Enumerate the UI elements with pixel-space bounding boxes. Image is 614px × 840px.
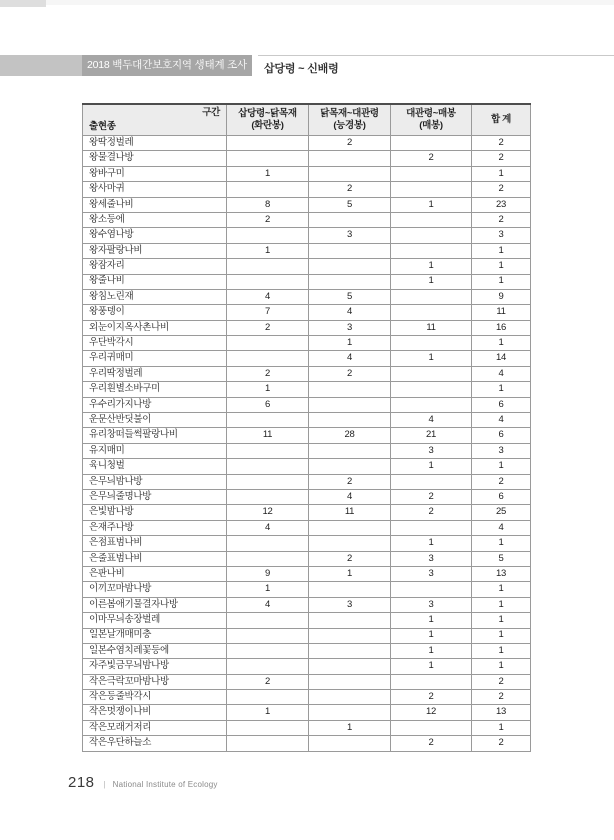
table-row — [83, 351, 531, 366]
column-header-2 — [309, 104, 391, 136]
count-cell-section2 — [309, 659, 391, 674]
count-cell-section3: 2 — [391, 151, 472, 166]
species-name-cell: 은점표범나비 — [83, 536, 227, 551]
count-cell-section3: 3 — [391, 551, 472, 566]
count-cell-section2 — [309, 520, 391, 535]
species-name-cell: 이끼꼬마밤나방 — [83, 582, 227, 597]
table-row — [83, 166, 531, 181]
count-cell-total: 1 — [472, 643, 531, 658]
count-cell-section3: 2 — [391, 489, 472, 504]
count-cell-section2: 3 — [309, 320, 391, 335]
count-cell-section1 — [227, 136, 309, 151]
count-cell-section2 — [309, 705, 391, 720]
count-cell-section2 — [309, 166, 391, 181]
count-cell-section2: 2 — [309, 474, 391, 489]
count-cell-section1: 8 — [227, 197, 309, 212]
table-row — [83, 582, 531, 597]
count-cell-section1: 4 — [227, 597, 309, 612]
count-cell-section3: 1 — [391, 628, 472, 643]
table-row — [83, 597, 531, 612]
count-cell-section2 — [309, 582, 391, 597]
count-cell-section1 — [227, 413, 309, 428]
count-cell-section2 — [309, 690, 391, 705]
count-cell-section1 — [227, 643, 309, 658]
table-row — [83, 720, 531, 735]
column-header-3-name: 대관령~매봉 — [406, 107, 456, 119]
table-row — [83, 690, 531, 705]
table-row — [83, 274, 531, 289]
count-cell-total: 5 — [472, 551, 531, 566]
count-cell-section2 — [309, 382, 391, 397]
header-rule — [258, 55, 614, 56]
count-cell-total: 1 — [472, 259, 531, 274]
count-cell-total: 1 — [472, 274, 531, 289]
column-header-1 — [227, 104, 309, 136]
count-cell-section1: 2 — [227, 320, 309, 335]
species-name-cell: 왕소등에 — [83, 212, 227, 227]
count-cell-section2: 3 — [309, 597, 391, 612]
count-cell-total: 25 — [472, 505, 531, 520]
count-cell-section2 — [309, 274, 391, 289]
page-number: 218 — [68, 774, 95, 791]
count-cell-section2 — [309, 443, 391, 458]
table-row — [83, 489, 531, 504]
table-row — [83, 551, 531, 566]
count-cell-section1 — [227, 228, 309, 243]
species-name-cell: 육니청벌 — [83, 459, 227, 474]
table-row — [83, 566, 531, 581]
count-cell-total: 2 — [472, 182, 531, 197]
count-cell-total: 11 — [472, 305, 531, 320]
table-row — [83, 197, 531, 212]
species-name-cell: 은판나비 — [83, 566, 227, 581]
count-cell-section3 — [391, 243, 472, 258]
count-cell-section2: 4 — [309, 351, 391, 366]
table-row — [83, 336, 531, 351]
species-name-cell: 우수리가지나방 — [83, 397, 227, 412]
species-name-cell: 우단박각시 — [83, 336, 227, 351]
count-cell-section2 — [309, 536, 391, 551]
column-header-1-peak: (화란봉) — [251, 120, 284, 131]
table-row — [83, 659, 531, 674]
species-name-cell: 왕자팔랑나비 — [83, 243, 227, 258]
count-cell-section2: 4 — [309, 489, 391, 504]
count-cell-section3: 3 — [391, 566, 472, 581]
count-cell-section1 — [227, 259, 309, 274]
count-cell-section2: 1 — [309, 720, 391, 735]
species-name-cell: 은무늬밤나방 — [83, 474, 227, 489]
count-cell-section3: 1 — [391, 459, 472, 474]
species-name-cell: 자주빛금무늬밤나방 — [83, 659, 227, 674]
table-row — [83, 643, 531, 658]
table-row — [83, 305, 531, 320]
table-row — [83, 428, 531, 443]
table-row — [83, 212, 531, 227]
count-cell-section1 — [227, 489, 309, 504]
species-name-cell: 작은우단하늘소 — [83, 736, 227, 751]
count-cell-section3 — [391, 305, 472, 320]
count-cell-section3: 3 — [391, 597, 472, 612]
table-header — [83, 104, 531, 136]
count-cell-total: 3 — [472, 443, 531, 458]
count-cell-section3 — [391, 289, 472, 304]
count-cell-section2 — [309, 259, 391, 274]
table-row — [83, 674, 531, 689]
species-name-cell: 운문산반딧불이 — [83, 413, 227, 428]
page-footer — [68, 774, 218, 791]
species-name-cell: 왕세줄나비 — [83, 197, 227, 212]
count-cell-total: 1 — [472, 720, 531, 735]
count-cell-section1 — [227, 613, 309, 628]
species-name-cell: 작은극락꼬마밤나방 — [83, 674, 227, 689]
species-name-cell: 왕침노린재 — [83, 289, 227, 304]
count-cell-section1 — [227, 151, 309, 166]
count-cell-section2 — [309, 151, 391, 166]
column-header-total — [472, 104, 531, 136]
table-row — [83, 259, 531, 274]
count-cell-section1: 4 — [227, 289, 309, 304]
count-cell-section2: 28 — [309, 428, 391, 443]
count-cell-total: 3 — [472, 228, 531, 243]
species-name-cell: 작은등줄박각시 — [83, 690, 227, 705]
count-cell-section2 — [309, 613, 391, 628]
species-name-cell: 은줄표범나비 — [83, 551, 227, 566]
count-cell-section2 — [309, 674, 391, 689]
count-cell-section3: 1 — [391, 274, 472, 289]
species-name-cell: 유지매미 — [83, 443, 227, 458]
count-cell-total: 1 — [472, 243, 531, 258]
count-cell-section3: 2 — [391, 505, 472, 520]
count-cell-section3: 1 — [391, 659, 472, 674]
report-title-badge — [82, 55, 252, 76]
table-row — [83, 628, 531, 643]
count-cell-section2: 2 — [309, 136, 391, 151]
count-cell-section1 — [227, 720, 309, 735]
count-cell-total: 2 — [472, 136, 531, 151]
count-cell-section3: 4 — [391, 413, 472, 428]
count-cell-section3 — [391, 520, 472, 535]
species-name-cell: 은재주나방 — [83, 520, 227, 535]
count-cell-total: 2 — [472, 151, 531, 166]
count-cell-total: 1 — [472, 582, 531, 597]
table-row — [83, 459, 531, 474]
count-cell-section3 — [391, 336, 472, 351]
table-row — [83, 613, 531, 628]
count-cell-section1: 11 — [227, 428, 309, 443]
count-cell-section2 — [309, 243, 391, 258]
count-cell-section2: 5 — [309, 289, 391, 304]
count-cell-section1 — [227, 351, 309, 366]
count-cell-total: 2 — [472, 736, 531, 751]
count-cell-section1: 9 — [227, 566, 309, 581]
table-row — [83, 289, 531, 304]
species-name-cell: 왕사마귀 — [83, 182, 227, 197]
species-name-cell: 왕물결나방 — [83, 151, 227, 166]
count-cell-section2 — [309, 643, 391, 658]
count-cell-section1: 12 — [227, 505, 309, 520]
count-cell-total: 1 — [472, 336, 531, 351]
count-cell-section3 — [391, 674, 472, 689]
count-cell-section1: 1 — [227, 582, 309, 597]
count-cell-section2: 2 — [309, 182, 391, 197]
count-cell-section2: 2 — [309, 551, 391, 566]
count-cell-section1 — [227, 459, 309, 474]
count-cell-section3 — [391, 397, 472, 412]
scan-artifact-strip — [0, 0, 614, 5]
count-cell-section1 — [227, 690, 309, 705]
count-cell-section3 — [391, 366, 472, 381]
count-cell-total: 2 — [472, 474, 531, 489]
table-row — [83, 536, 531, 551]
table-row — [83, 705, 531, 720]
species-name-cell: 이른봄애기물결자나방 — [83, 597, 227, 612]
count-cell-total: 1 — [472, 166, 531, 181]
count-cell-section3: 2 — [391, 690, 472, 705]
count-cell-total: 2 — [472, 690, 531, 705]
count-cell-section1: 2 — [227, 366, 309, 381]
count-cell-total: 23 — [472, 197, 531, 212]
count-cell-total: 1 — [472, 597, 531, 612]
count-cell-total: 1 — [472, 659, 531, 674]
count-cell-section2: 2 — [309, 366, 391, 381]
count-cell-section1 — [227, 659, 309, 674]
corner-header-cell — [83, 104, 227, 136]
column-header-3-peak: (매봉) — [419, 120, 443, 131]
column-header-1-name: 삽당령~닭목재 — [238, 107, 297, 119]
table-row — [83, 413, 531, 428]
column-header-total-name: 합 계 — [490, 113, 512, 125]
count-cell-section1: 6 — [227, 397, 309, 412]
count-cell-section2: 4 — [309, 305, 391, 320]
corner-label-section: 구간 — [202, 107, 220, 118]
table-row — [83, 736, 531, 751]
species-name-cell: 은무늬줄명나방 — [83, 489, 227, 504]
count-cell-section3 — [391, 212, 472, 227]
count-cell-section3 — [391, 166, 472, 181]
count-cell-section1 — [227, 336, 309, 351]
count-cell-section3: 2 — [391, 736, 472, 751]
count-cell-section1: 7 — [227, 305, 309, 320]
table-row — [83, 397, 531, 412]
count-cell-section3: 1 — [391, 259, 472, 274]
table-row — [83, 228, 531, 243]
species-count-table — [82, 103, 531, 752]
count-cell-section3: 1 — [391, 613, 472, 628]
count-cell-total: 4 — [472, 520, 531, 535]
column-header-2-peak: (능경봉) — [333, 120, 366, 131]
corner-label-species: 출현종 — [89, 120, 116, 132]
footer-divider: | — [103, 780, 106, 789]
table-body — [83, 136, 531, 752]
table-row — [83, 243, 531, 258]
count-cell-section3: 11 — [391, 320, 472, 335]
table-row — [83, 366, 531, 381]
table-row — [83, 520, 531, 535]
count-cell-section2 — [309, 413, 391, 428]
count-cell-section1: 1 — [227, 243, 309, 258]
count-cell-section1: 2 — [227, 674, 309, 689]
count-cell-section2: 5 — [309, 197, 391, 212]
count-cell-section1 — [227, 628, 309, 643]
count-cell-total: 2 — [472, 674, 531, 689]
count-cell-section2 — [309, 628, 391, 643]
count-cell-section3: 1 — [391, 643, 472, 658]
count-cell-section2 — [309, 459, 391, 474]
count-cell-section2 — [309, 397, 391, 412]
species-name-cell: 우리딱정벌레 — [83, 366, 227, 381]
count-cell-section3 — [391, 182, 472, 197]
species-name-cell: 작은모래거저리 — [83, 720, 227, 735]
species-name-cell: 왕잠자리 — [83, 259, 227, 274]
table-row — [83, 151, 531, 166]
count-cell-section3: 1 — [391, 351, 472, 366]
count-cell-total: 6 — [472, 489, 531, 504]
count-cell-section1 — [227, 182, 309, 197]
count-cell-section1: 2 — [227, 212, 309, 227]
count-cell-section1 — [227, 474, 309, 489]
count-cell-section3 — [391, 720, 472, 735]
count-cell-section3 — [391, 136, 472, 151]
header-band-left — [0, 55, 82, 76]
count-cell-total: 1 — [472, 536, 531, 551]
species-name-cell: 왕풍뎅이 — [83, 305, 227, 320]
table-row — [83, 182, 531, 197]
table-row — [83, 505, 531, 520]
count-cell-section2: 3 — [309, 228, 391, 243]
species-name-cell: 유리창떠들썩팔랑나비 — [83, 428, 227, 443]
count-cell-total: 1 — [472, 613, 531, 628]
table-row — [83, 136, 531, 151]
count-cell-section1 — [227, 443, 309, 458]
count-cell-section2: 1 — [309, 336, 391, 351]
section-title: 삽당령 ~ 신배령 — [264, 63, 339, 75]
species-name-cell: 왕줄나비 — [83, 274, 227, 289]
table-row — [83, 320, 531, 335]
species-name-cell: 이마무늬송장벌레 — [83, 613, 227, 628]
count-cell-section1: 1 — [227, 382, 309, 397]
count-cell-total: 6 — [472, 428, 531, 443]
count-cell-section1 — [227, 551, 309, 566]
table-row — [83, 474, 531, 489]
count-cell-section2: 11 — [309, 505, 391, 520]
count-cell-total: 4 — [472, 413, 531, 428]
species-name-cell: 우리흰별소바구미 — [83, 382, 227, 397]
count-cell-section3: 1 — [391, 197, 472, 212]
count-cell-section3: 21 — [391, 428, 472, 443]
count-cell-total: 1 — [472, 382, 531, 397]
count-cell-total: 9 — [472, 289, 531, 304]
count-cell-section3 — [391, 474, 472, 489]
count-cell-section1 — [227, 274, 309, 289]
header-row — [83, 104, 531, 136]
count-cell-section1 — [227, 736, 309, 751]
species-name-cell: 왕수염나방 — [83, 228, 227, 243]
count-cell-section1 — [227, 536, 309, 551]
count-cell-total: 1 — [472, 459, 531, 474]
table-row — [83, 382, 531, 397]
count-cell-total: 2 — [472, 212, 531, 227]
count-cell-section3 — [391, 382, 472, 397]
species-name-cell: 일본수염치레꽃등에 — [83, 643, 227, 658]
count-cell-section1: 1 — [227, 705, 309, 720]
scan-artifact-corner — [0, 0, 46, 7]
count-cell-section2 — [309, 736, 391, 751]
species-name-cell: 은빛밤나방 — [83, 505, 227, 520]
count-cell-section3: 12 — [391, 705, 472, 720]
report-title: 2018 백두대간보호지역 생태계 조사 — [87, 59, 247, 71]
count-cell-total: 16 — [472, 320, 531, 335]
count-cell-section1: 4 — [227, 520, 309, 535]
count-cell-total: 4 — [472, 366, 531, 381]
species-name-cell: 왕딱정벌레 — [83, 136, 227, 151]
count-cell-total: 14 — [472, 351, 531, 366]
count-cell-total: 13 — [472, 705, 531, 720]
count-cell-total: 6 — [472, 397, 531, 412]
column-header-3 — [391, 104, 472, 136]
column-header-2-name: 닭목재~대관령 — [320, 107, 379, 119]
table-row — [83, 443, 531, 458]
count-cell-section2 — [309, 212, 391, 227]
species-name-cell: 작은멋쟁이나비 — [83, 705, 227, 720]
count-cell-section1: 1 — [227, 166, 309, 181]
species-name-cell: 우리귀매미 — [83, 351, 227, 366]
count-cell-total: 13 — [472, 566, 531, 581]
count-cell-section3 — [391, 228, 472, 243]
count-cell-section3: 1 — [391, 536, 472, 551]
species-name-cell: 일본날개매미충 — [83, 628, 227, 643]
species-name-cell: 왕바구미 — [83, 166, 227, 181]
institute-name: National Institute of Ecology — [112, 780, 218, 789]
count-cell-section3 — [391, 582, 472, 597]
count-cell-section3: 3 — [391, 443, 472, 458]
count-cell-total: 1 — [472, 628, 531, 643]
count-cell-section2: 1 — [309, 566, 391, 581]
species-name-cell: 외눈이지옥사촌나비 — [83, 320, 227, 335]
